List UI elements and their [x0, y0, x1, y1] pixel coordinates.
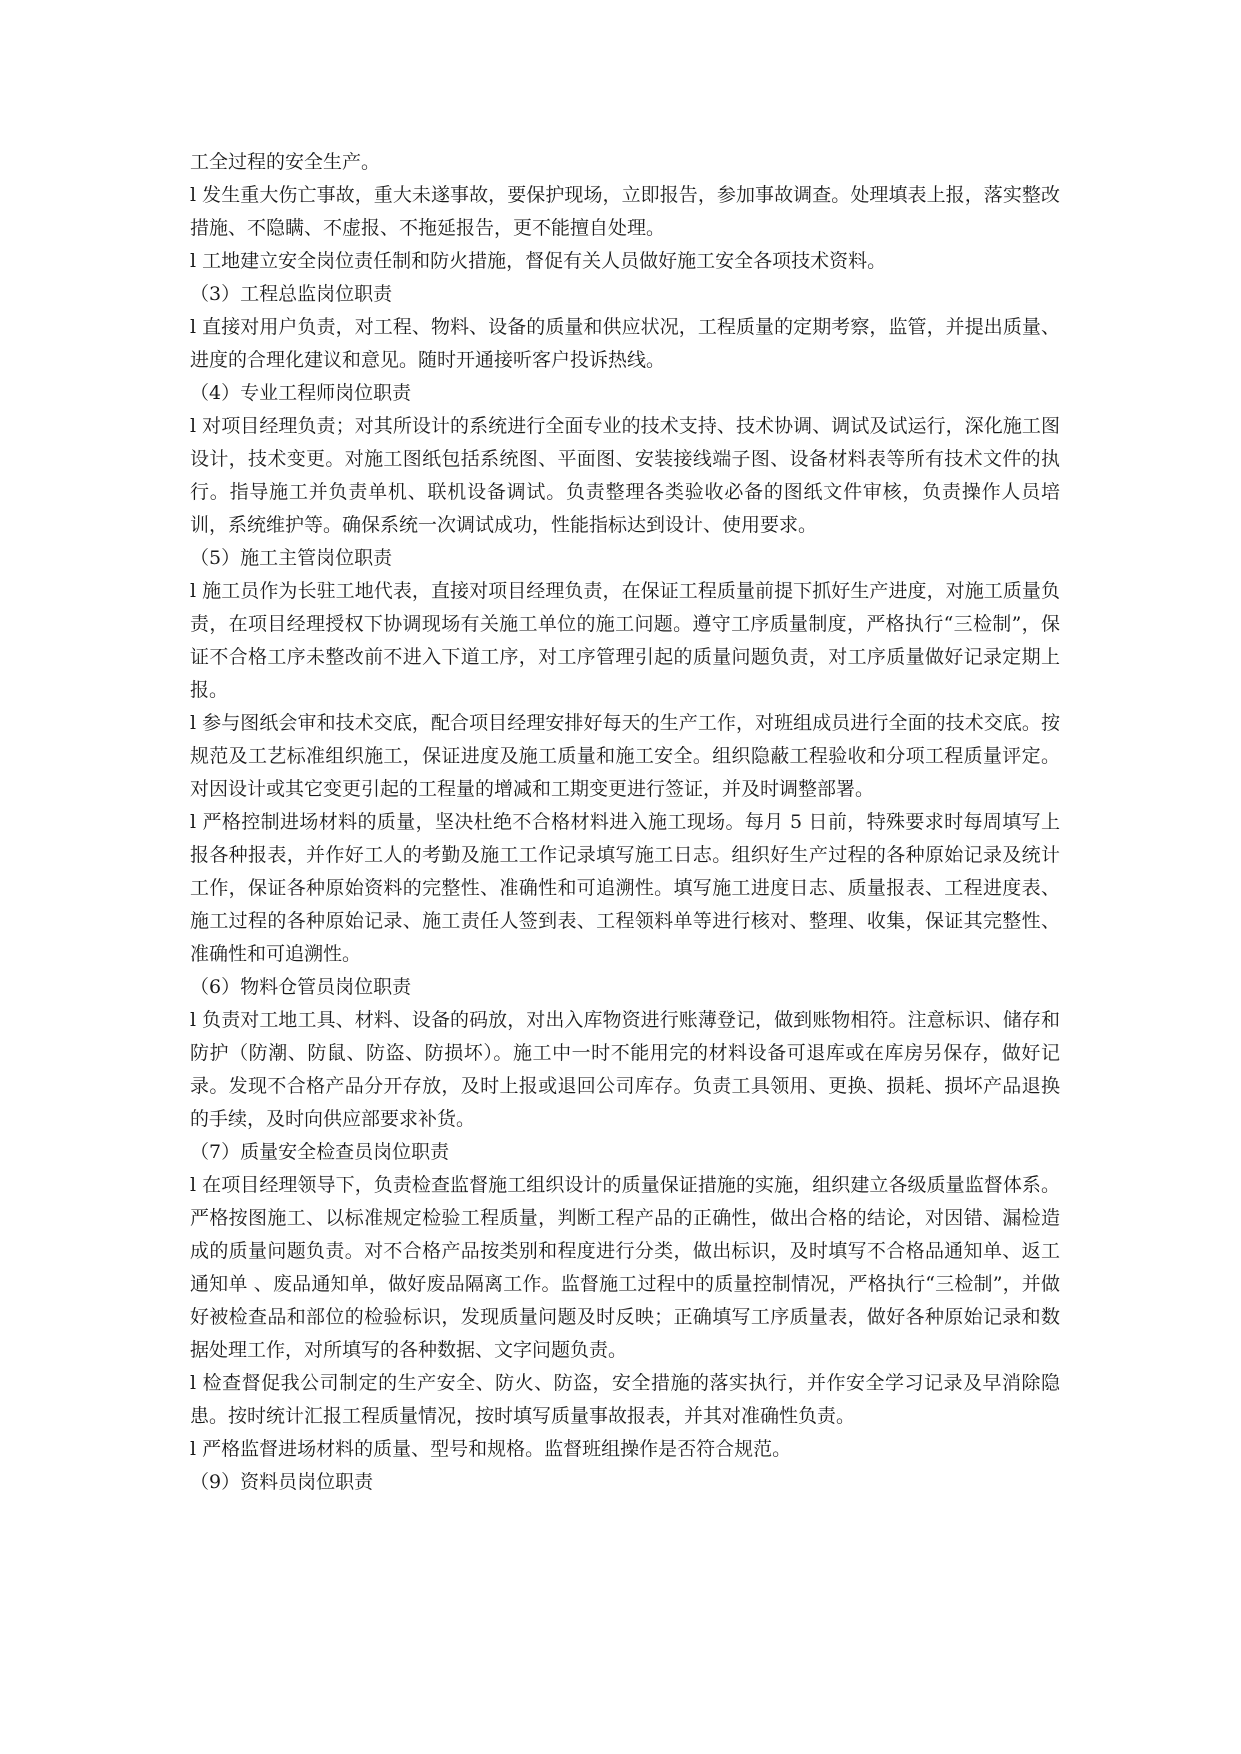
section-heading: （3）工程总监岗位职责 — [190, 283, 393, 305]
paragraph: l 发生重大伤亡事故，重大未遂事故，要保护现场，立即报告，参加事故调查。处理填表上报，落实整改措施、不隐瞒、不虚报、不拖延报告，更不能擅自处理。 — [190, 184, 1060, 239]
section-heading: （7）质量安全检查员岗位职责 — [190, 1141, 450, 1163]
paragraph: l 直接对用户负责，对工程、物料、设备的质量和供应状况，工程质量的定期考察，监管，并提出质量、进度的合理化建议和意见。随时开通接听客户投诉热线。 — [190, 316, 1060, 371]
paragraph: l 工地建立安全岗位责任制和防火措施，督促有关人员做好施工安全各项技术资料。 — [190, 250, 887, 272]
document-page — [190, 146, 1060, 1499]
paragraph: 工全过程的安全生产。 — [190, 151, 381, 173]
paragraph: l 在项目经理领导下，负责检查监督施工组织设计的质量保证措施的实施，组织建立各级质量监督体系。严格按图施工、以标准规定检验工程质量，判断工程产品的正确性，做出合格的结论，对因错、漏检造成的质量问题负责。对不合格产品按类别和程度进行分类，做出标识，及时填写不合格品通知单、返工通知单 、废品通知单，做好废品隔离工作。监督施工过程中的质量控制情况，严格执行“三检制”，并做好被检查品和部位的检验标识，发现质量问题及时反映；正确填写工序质量表，做好各种原始记录和数据处理工作，对所填写的各种数据、文字问题负责。 — [190, 1174, 1060, 1361]
paragraph: l 严格控制进场材料的质量，坚决杜绝不合格材料进入施工现场。每月 5 日前，特殊要求时每周填写上报各种报表，并作好工人的考勤及施工工作记录填写施工日志。组织好生产过程的各种原始记录及统计工作，保证各种原始资料的完整性、准确性和可追溯性。填写施工进度日志、质量报表、工程进度表、施工过程的各种原始记录、施工责任人签到表、工程领料单等进行核对、整理、收集，保证其完整性、准确性和可追溯性。 — [190, 811, 1060, 965]
section-heading: （5）施工主管岗位职责 — [190, 547, 393, 569]
paragraph: l 施工员作为长驻工地代表，直接对项目经理负责，在保证工程质量前提下抓好生产进度，对施工质量负责，在项目经理授权下协调现场有关施工单位的施工问题。遵守工序质量制度，严格执行“三检制”，保证不合格工序未整改前不进入下道工序，对工序管理引起的质量问题负责，对工序质量做好记录定期上报。 — [190, 580, 1060, 701]
paragraph: l 参与图纸会审和技术交底，配合项目经理安排好每天的生产工作，对班组成员进行全面的技术交底。按规范及工艺标准组织施工，保证进度及施工质量和施工安全。组织隐蔽工程验收和分项工程质量评定。对因设计或其它变更引起的工程量的增减和工期变更进行签证，并及时调整部署。 — [190, 712, 1060, 800]
section-heading: （6）物料仓管员岗位职责 — [190, 976, 412, 998]
paragraph: l 负责对工地工具、材料、设备的码放，对出入库物资进行账薄登记，做到账物相符。注意标识、储存和防护（防潮、防鼠、防盗、防损坏）。施工中一时不能用完的材料设备可退库或在库房另保存，做好记录。发现不合格产品分开存放，及时上报或退回公司库存。负责工具领用、更换、损耗、损坏产品退换的手续，及时向供应部要求补货。 — [190, 1009, 1060, 1130]
section-heading: （9）资料员岗位职责 — [190, 1471, 374, 1493]
section-heading: （4）专业工程师岗位职责 — [190, 382, 412, 404]
paragraph: l 对项目经理负责；对其所设计的系统进行全面专业的技术支持、技术协调、调试及试运行，深化施工图设计，技术变更。对施工图纸包括系统图、平面图、安装接线端子图、设备材料表等所有技术文件的执行。指导施工并负责单机、联机设备调试。负责整理各类验收必备的图纸文件审核，负责操作人员培训，系统维护等。确保系统一次调试成功，性能指标达到设计、使用要求。 — [190, 415, 1060, 536]
paragraph: l 严格监督进场材料的质量、型号和规格。监督班组操作是否符合规范。 — [190, 1438, 792, 1460]
paragraph: l 检查督促我公司制定的生产安全、防火、防盗，安全措施的落实执行，并作安全学习记录及早消除隐患。按时统计汇报工程质量情况，按时填写质量事故报表，并其对准确性负责。 — [190, 1372, 1060, 1427]
